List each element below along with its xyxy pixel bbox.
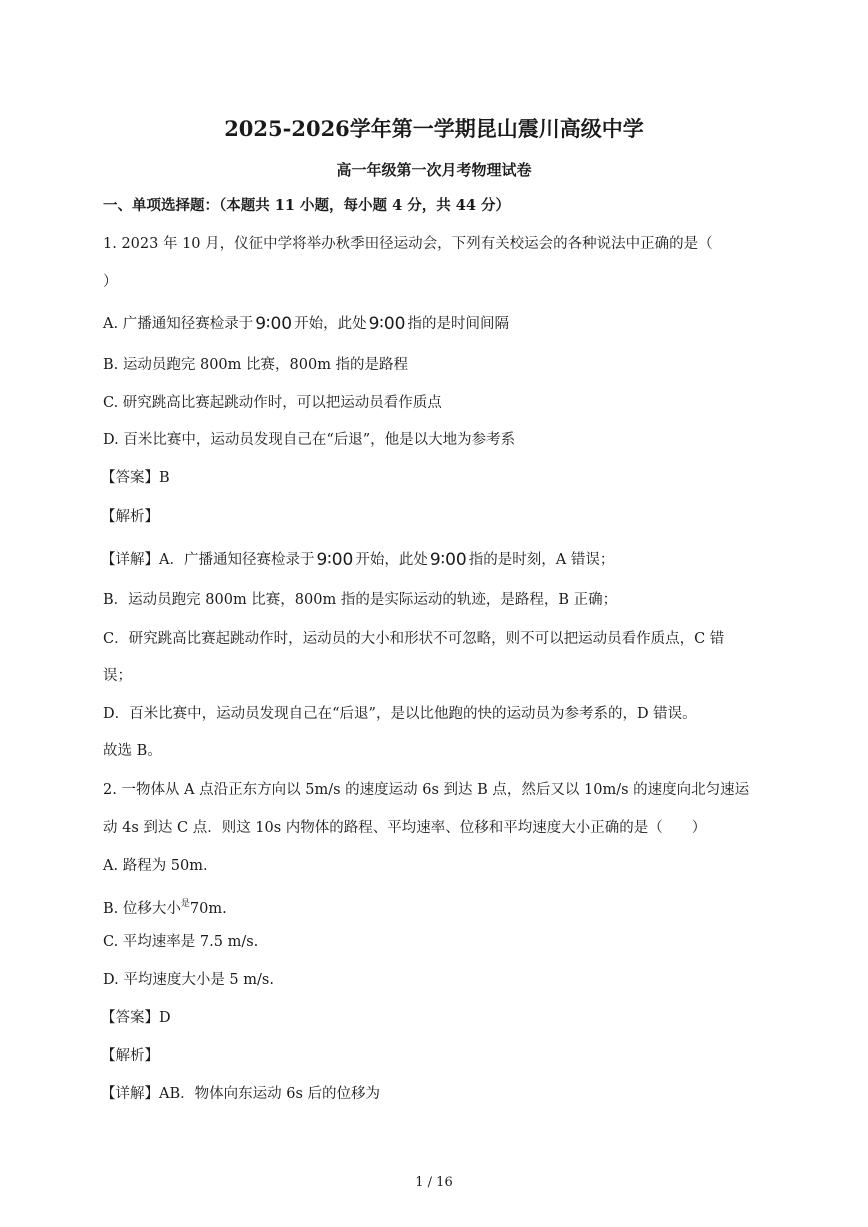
q1-detail-b: B．运动员跑完 800m 比赛，800m 指的是实际运动的轨迹，是路程，B 正确； bbox=[103, 592, 618, 608]
q2-option-d: D. 平均速度大小是 5 m/s. bbox=[103, 972, 274, 988]
q1-answer: 【答案】B bbox=[101, 470, 170, 486]
page-subtitle: 高一年级第一次月考物理试卷 bbox=[336, 161, 532, 179]
q2-option-b-post: 70m. bbox=[189, 901, 227, 917]
q1-option-a-post: 指的是时间间隔 bbox=[407, 316, 509, 332]
q1-detail-time-2: 9∶00 bbox=[429, 550, 467, 570]
q1-option-a-time-1: 9∶00 bbox=[255, 314, 293, 334]
q2-analysis-label: 【解析】 bbox=[101, 1048, 159, 1064]
q1-option-a-time-2: 9∶00 bbox=[368, 314, 406, 334]
q2-option-b bbox=[103, 894, 227, 919]
q1-stem-line1: 1. 2023 年 10 月，仪征中学将举办秋季田径运动会，下列有关校运会的各种说法中正确的是（ bbox=[103, 236, 713, 252]
q1-detail-time-1: 9∶00 bbox=[316, 550, 354, 570]
q1-option-c: C. 研究跳高比赛起跳动作时，可以把运动员看作质点 bbox=[103, 395, 442, 411]
page-number: 1 / 16 bbox=[415, 1175, 453, 1190]
q1-option-a-pre: A. 广播通知径赛检录于 bbox=[103, 316, 254, 332]
q1-option-d: D. 百米比赛中，运动员发现自己在“后退”，他是以大地为参考系 bbox=[103, 432, 516, 448]
q1-detail-d: D．百米比赛中，运动员发现自己在“后退”，是以比他跑的快的运动员为参考系的，D 错误。 bbox=[103, 706, 697, 722]
q2-stem-line2: 动 4s 到达 C 点．则这 10s 内物体的路程、平均速率、位移和平均速度大小正确的是（ ） bbox=[103, 820, 707, 836]
q2-option-b-sup: 是 bbox=[180, 899, 190, 909]
q1-detail-pre: 【详解】A．广播通知径赛检录于 bbox=[101, 552, 315, 568]
section-heading: 一、单项选择题：（本题共 11 小题，每小题 4 分，共 44 分） bbox=[103, 197, 510, 214]
page-title: 2025-2026学年第一学期昆山震川高级中学 bbox=[224, 116, 644, 141]
q2-option-c: C. 平均速率是 7.5 m/s. bbox=[103, 934, 259, 950]
q1-detail-a bbox=[101, 550, 614, 570]
q1-detail-c-line2: 误； bbox=[103, 668, 132, 684]
q1-detail-c-line1: C．研究跳高比赛起跳动作时，运动员的大小和形状不可忽略，则不可以把运动员看作质点，C 错 bbox=[103, 631, 725, 647]
q1-detail-post: 指的是时刻，A 错误； bbox=[468, 552, 615, 568]
q1-detail-mid: 开始，此处 bbox=[355, 552, 428, 568]
q2-option-b-pre: B. 位移大小 bbox=[103, 901, 181, 917]
q1-option-a bbox=[103, 314, 509, 334]
q1-option-b: B. 运动员跑完 800m 比赛，800m 指的是路程 bbox=[103, 357, 409, 373]
q1-analysis-label: 【解析】 bbox=[101, 509, 159, 525]
q2-option-a: A. 路程为 50m. bbox=[103, 858, 208, 874]
q1-stem-line2: ） bbox=[103, 274, 118, 290]
q1-conclusion: 故选 B。 bbox=[103, 743, 162, 759]
q1-option-a-mid: 开始，此处 bbox=[294, 316, 367, 332]
q2-answer: 【答案】D bbox=[101, 1010, 171, 1026]
q2-detail: 【详解】AB．物体向东运动 6s 后的位移为 bbox=[101, 1086, 381, 1102]
q2-stem-line1: 2. 一物体从 A 点沿正东方向以 5m/s 的速度运动 6s 到达 B 点，然后又以 10m/s 的速度向北匀速运 bbox=[103, 782, 750, 798]
